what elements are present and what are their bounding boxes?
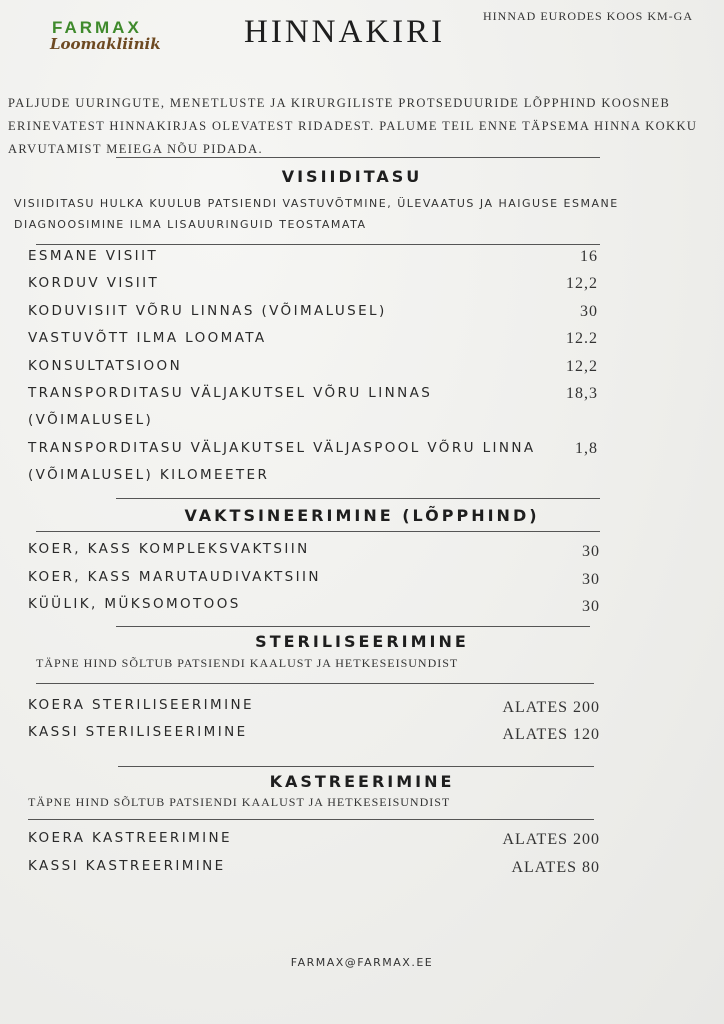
divider [116, 626, 590, 627]
price-item-value: ALATES 200 [502, 831, 600, 848]
price-item-name: KOER, KASS KOMPLEKSVAKTSIIN [28, 541, 310, 557]
divider [36, 683, 594, 684]
section-title-kastreerimine: KASTREERIMINE [269, 772, 455, 791]
price-item-name: KORDUV VISIIT [28, 275, 160, 291]
price-item-value: 1,8 [575, 440, 598, 457]
section-title-steriliseerimine: STERILISEERIMINE [255, 632, 469, 651]
price-item-name: TRANSPORDITASU VÄLJAKUTSEL VÄLJASPOOL VÕRU LINNA (VÕIMALUSEL) KILOMEETER [28, 440, 536, 483]
divider [116, 498, 600, 499]
price-item-name: KOER, KASS MARUTAUDIVAKTSIIN [28, 569, 321, 585]
price-item-value: 30 [582, 543, 600, 560]
price-item-value: 12,2 [566, 358, 598, 375]
price-item-name: KONSULTATSIOON [28, 358, 183, 374]
price-item-value: ALATES 120 [502, 726, 600, 743]
price-item-name: KOERA KASTREERIMINE [28, 830, 232, 846]
price-item-value: ALATES 80 [511, 859, 600, 876]
section-title-visiiditasu: VISIIDITASU [281, 167, 423, 186]
price-item-name: VASTUVÕTT ILMA LOOMATA [28, 330, 267, 346]
price-item-value: 12.2 [566, 330, 598, 347]
price-item-value: 16 [580, 248, 598, 265]
divider [36, 531, 600, 532]
price-item-value: 30 [582, 571, 600, 588]
logo-brand: FARMAX [52, 18, 142, 37]
intro-paragraph: PALJUDE UURINGUTE, MENETLUSTE JA KIRURGILISTE PROTSEDUURIDE LÕPPHIND KOOSNEB ERINEVATEST HINNAKIRJAS OLEVATEST RIDADEST. PALUME TEIL ENNE TÄPSEMA HINNA KOKKU ARVUTAMIST MEIEGA NÕU PIDADA. [8, 96, 698, 156]
page-title: HINNAKIRI [244, 14, 446, 50]
section-note-kastreerimine: TÄPNE HIND SÕLTUB PATSIENDI KAALUST JA HETKESEISUNDIST [28, 795, 451, 809]
price-item-name: KASSI STERILISEERIMINE [28, 724, 248, 740]
price-item-name: KÜÜLIK, MÜKSOMOTOOS [28, 596, 241, 612]
price-currency-note: HINNAD EURODES KOOS KM-GA [483, 9, 693, 23]
price-item-name: TRANSPORDITASU VÄLJAKUTSEL VÕRU LINNAS (VÕIMALUSEL) [28, 385, 433, 428]
section-note-visiiditasu: VISIIDITASU HULKA KUULUB PATSIENDI VASTUVÕTMINE, ÜLEVAATUS JA HAIGUSE ESMANE DIAGNOOSIMINE ILMA LISAUURINGUID TEOSTAMATA [14, 197, 619, 231]
price-item-name: KOERA STERILISEERIMINE [28, 697, 254, 713]
price-item-value: 30 [582, 598, 600, 615]
price-item-value: 30 [580, 303, 598, 320]
price-item-name: ESMANE VISIIT [28, 248, 159, 264]
price-item-name: KODUVISIIT VÕRU LINNAS (VÕIMALUSEL) [28, 303, 387, 319]
divider [116, 157, 600, 158]
price-item-name: KASSI KASTREERIMINE [28, 858, 226, 874]
contact-email: FARMAX@FARMAX.EE [290, 956, 434, 969]
price-item-value: 18,3 [566, 385, 598, 402]
divider [28, 819, 594, 820]
section-title-vaktsineerimine: VAKTSINEERIMINE (LÕPPHIND) [184, 506, 540, 525]
price-item-value: 12,2 [566, 275, 598, 292]
price-item-value: ALATES 200 [502, 699, 600, 716]
section-note-steriliseerimine: TÄPNE HIND SÕLTUB PATSIENDI KAALUST JA HETKESEISUNDIST [36, 656, 459, 670]
logo-subtitle: Loomakliinik [50, 35, 161, 53]
divider [118, 766, 594, 767]
